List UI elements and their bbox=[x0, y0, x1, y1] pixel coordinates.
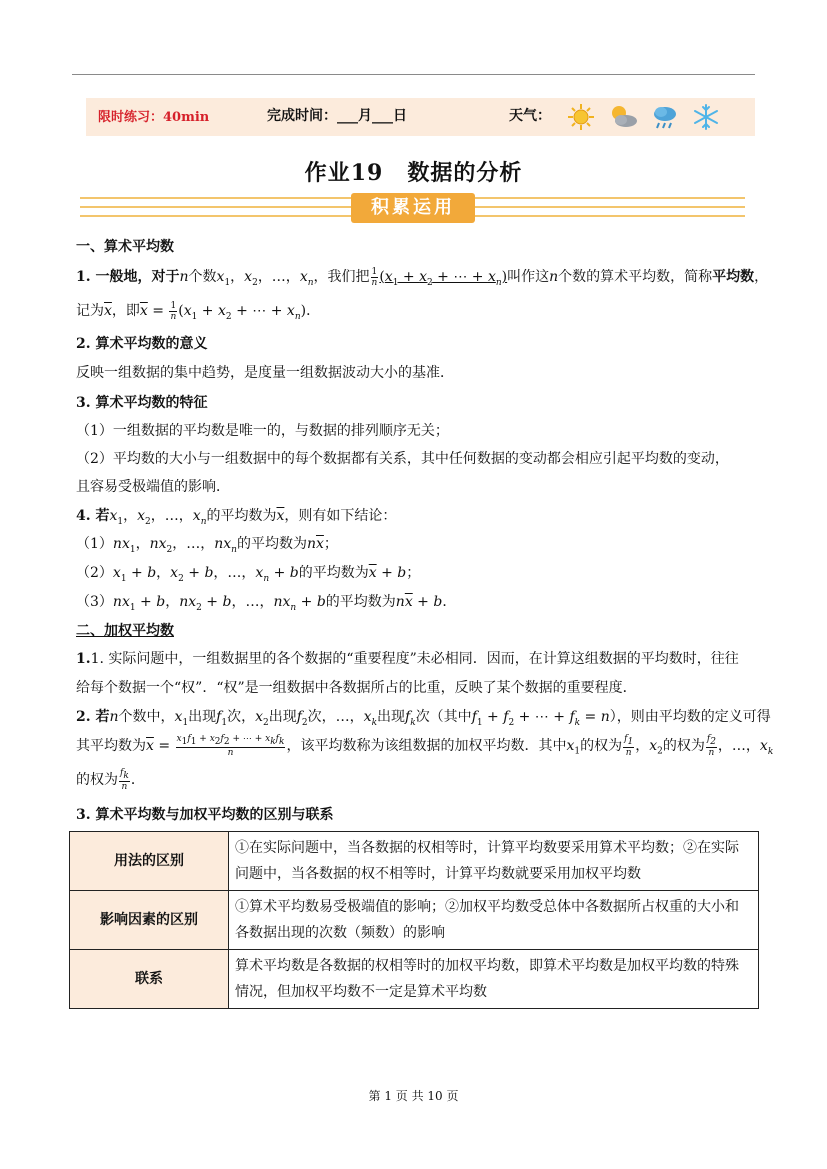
snowflake-icon bbox=[691, 102, 721, 132]
row-label: 影响因素的区别 bbox=[70, 891, 229, 950]
sec1-sub2-text: 反映一组数据的集中趋势，是度量一组数据波动大小的基准． bbox=[76, 365, 454, 381]
section2-heading: 二、加权平均数 bbox=[76, 623, 174, 639]
row-content: ①算术平均数易受极端值的影响；②加权平均数受总体中各数据所占权重的大小和各数据出现的次数（频数）的影响 bbox=[229, 891, 759, 950]
sec2-p3: 其平均数为$\overline{x}$ = $\frac{x_1f_1 + x_2f_2 + \cdots + x_kf_k}{n}$ ，该平均数称为该组数据的加权平均数．其中$x_1$的权为 $\frac{f_1}{n}$ ，$x_2$的权为 $\frac{f_2}{n}$ ，…，$x_k$ bbox=[76, 734, 774, 758]
page-footer: 第 1 页 共 10 页 bbox=[368, 1089, 459, 1103]
partly-cloudy-icon bbox=[606, 102, 640, 132]
top-rule bbox=[72, 74, 755, 75]
sec1-sub2-heading: 2. 算术平均数的意义 bbox=[76, 336, 208, 352]
row-label: 用法的区别 bbox=[70, 832, 229, 891]
rain-cloud-icon bbox=[650, 102, 680, 132]
sec1-p1: 1. 一般地，对于n个数$x_1$，$x_2$，…，$x_n$，我们把 $\frac{1}{n}$ ($x_1 + x_2$ + ⋯ + $x_n$)叫作这n个数的算术平均数，简称平均数， bbox=[76, 266, 769, 288]
row-content: 算术平均数是各数据的权相等时的加权平均数，即算术平均数是加权平均数的特殊情况，但加权平均数不一定是算术平均数 bbox=[229, 950, 759, 1009]
page-title: 作业19 数据的分析 bbox=[304, 160, 523, 186]
sec1-sub3-item: （2）平均数的大小与一组数据中的每个数据都有关系，其中任何数据的变动都会相应引起平均数的变动， bbox=[76, 451, 729, 467]
table-row bbox=[70, 950, 759, 1009]
sec1-sub4-item: $(2)x_1 + b$，$x_2 + b$，…，$x_n + b$的平均数为$\overline{x} + b$； bbox=[76, 565, 421, 584]
sec2-p4: 的权为 $\frac{f_k}{n}$ ． bbox=[76, 768, 145, 792]
sec1-sub4: 4. 若$x_1$，$x_2$，…，$x_n$的平均数为$\overline{x}$，则有如下结论： bbox=[76, 508, 397, 527]
sec2-p2: 2. 若n个数中，$x_1$出现$f_1$次，$x_2$出现$f_2$次，…，$x_k$出现$f_k$次（其中$f_1 + f_2$ + ⋯ + $f_k = n$），则由平均数的定义可得 bbox=[76, 709, 771, 728]
table-row bbox=[70, 891, 759, 950]
sec2-sub3-heading: 3. 算术平均数与加权平均数的区别与联系 bbox=[76, 807, 334, 823]
time-limit: 限时练习：40min bbox=[98, 110, 210, 125]
section-badge: 积累运用 bbox=[351, 193, 475, 223]
table-row bbox=[70, 832, 759, 891]
sec2-p1: 1.1. 实际问题中，一组数据里的各个数据的“重要程度”未必相同．因而，在计算这组数据的平均数时，往往 bbox=[76, 651, 739, 667]
row-label: 联系 bbox=[70, 950, 229, 1009]
sec2-p1: 给每个数据一个“权”．“权”是一组数据中各数据所占的比重，反映了某个数据的重要程度． bbox=[76, 680, 637, 696]
info-bar bbox=[86, 98, 755, 136]
sec1-sub3-item: 且容易受极端值的影响． bbox=[76, 479, 230, 495]
completion-time: 完成时间：___月___日 bbox=[267, 108, 407, 124]
sec1-sub3-heading: 3. 算术平均数的特征 bbox=[76, 395, 208, 411]
sec1-sub3-item: （1）一组数据的平均数是唯一的，与数据的排列顺序无关； bbox=[76, 423, 449, 439]
row-content: ①在实际问题中，当各数据的权相等时，计算平均数要采用算术平均数；②在实际问题中，当各数据的权不相等时，计算平均数就要采用加权平均数 bbox=[229, 832, 759, 891]
sec1-sub4-item: $(1)nx_1$，$nx_2$，…，$nx_n$的平均数为$n\overline{x}$； bbox=[76, 536, 338, 555]
sec1-p2: 记为$\overline{x}$，即$\overline{x}$ = $\frac{1}{n}$ ($x_1 + x_2$ + ⋯ + $x_n$)． bbox=[76, 300, 321, 322]
sunny-icon bbox=[566, 102, 596, 132]
comparison-table bbox=[69, 831, 759, 1009]
weather-label: 天气： bbox=[509, 108, 551, 124]
section1-heading: 一、算术平均数 bbox=[76, 239, 174, 255]
sec1-sub4-item: $(3)nx_1 + b$，$nx_2 + b$，…，$nx_n + b$的平均数为$n\overline{x} + b$． bbox=[76, 594, 457, 613]
